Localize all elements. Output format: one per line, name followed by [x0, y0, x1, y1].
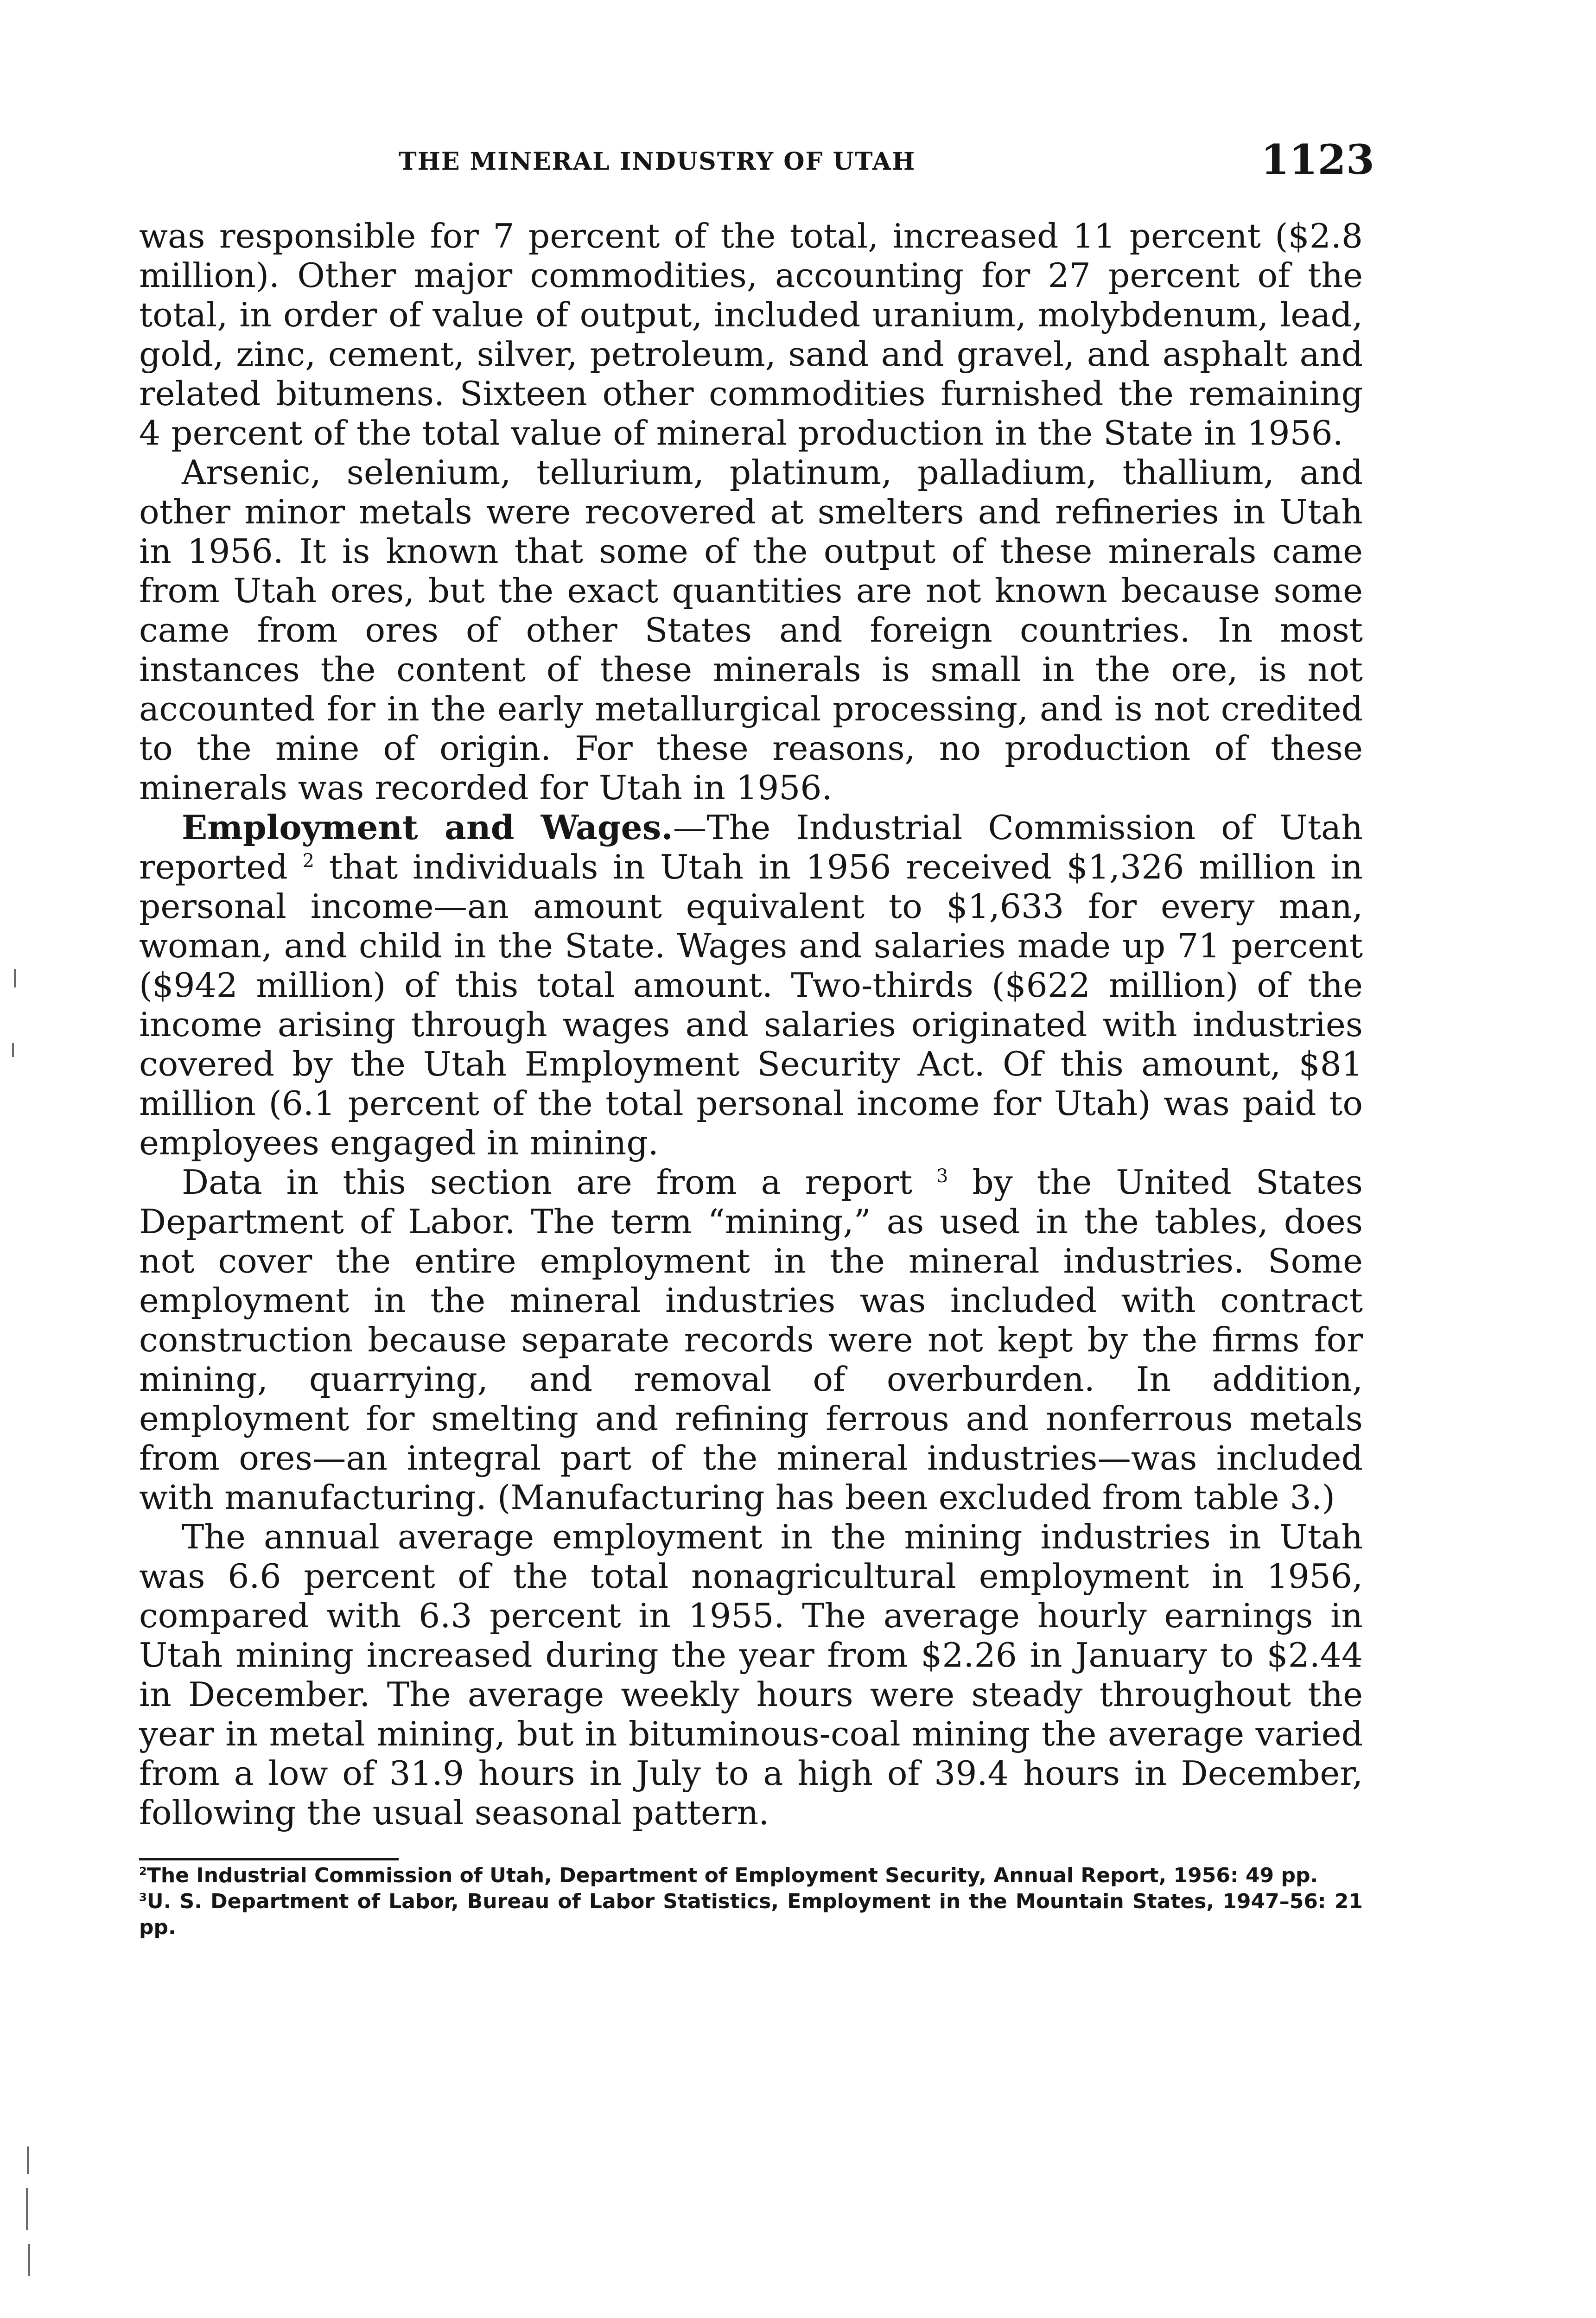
footnote-reference: 3: [936, 1165, 948, 1187]
footnotes: [139, 1863, 1363, 1941]
running-head: THE MINERAL INDUSTRY OF UTAH: [399, 147, 916, 176]
paragraph-text: that individuals in Utah in 1956 received $1,326 million in personal income—an amount equivalent to $1,633 for every man, woman, and child in the State. Wages and salaries made up 71 percent ($942 million) of this total amount. Two-thirds ($622 million) of the income arising through wages and salaries originated with industries covered by the Utah Employment Security Act. Of this amount, $81 million (6.1 percent of the total personal income for Utah) was paid to employees engaged in mining.: [139, 848, 1363, 1163]
page-number: 1123: [1261, 135, 1374, 184]
paragraph-minor-metals: Arsenic, selenium, tellurium, platinum, palladium, thallium, and other minor metals were recovered at smelters and refineries in Utah in 1956. It is known that some of the output of these minerals came from Utah ores, but the exact quantities are not known because some came from ores of other States and foreign countries. In most instances the content of these minerals is small in the ore, is not accounted for in the early metallurgical processing, and is not credited to the mine of origin. For these reasons, no production of these minerals was recorded for Utah in 1956.: [139, 453, 1363, 808]
paragraph-commodities-continued: was responsible for 7 percent of the total, increased 11 percent ($2.8 million). Other major commodities, accounting for 27 percent of the total, in order of value of output, included uranium, molybdenum, lead, gold, zinc, cement, silver, petroleum, sand and gravel, and asphalt and related bitumens. Sixteen other commodities furnished the remaining 4 percent of the total value of mineral production in the State in 1956.: [139, 217, 1363, 453]
scan-mark: [12, 1043, 14, 1057]
footnote-mark: 2: [139, 1865, 147, 1878]
body-text: [139, 217, 1363, 1833]
paragraph-text: Data in this section are from a report: [182, 1163, 913, 1202]
paragraph-text: —The Industrial Commission of Utah reported: [139, 809, 1363, 887]
scan-mark: [28, 2244, 30, 2276]
scan-mark: [27, 2146, 29, 2174]
footnote-mark: 3: [139, 1891, 147, 1904]
footnote: [139, 1863, 1363, 1889]
footnote-rule: [139, 1858, 399, 1860]
section-heading-employment-and-wages: Employment and Wages.: [182, 808, 673, 847]
footnote-text: The Industrial Commission of Utah, Department of Employment Security, Annual Report, 1956: 49 pp.: [146, 1864, 1318, 1887]
footnote-reference: 2: [302, 850, 315, 872]
footnote: [139, 1889, 1363, 1941]
paragraph-employment-and-wages: [139, 808, 1363, 1163]
footnote-text: U. S. Department of Labor, Bureau of Labor Statistics, Employment in the Mountain States, 1947–56: 21 pp.: [139, 1890, 1363, 1939]
paragraph-employment-statistics: The annual average employment in the mining industries in Utah was 6.6 percent of the total nonagricultural employment in 1956, compared with 6.3 percent in 1955. The average hourly earnings in Utah mining increased during the year from $2.26 in January to $2.44 in December. The average weekly hours were steady throughout the year in metal mining, but in bituminous-coal mining the average varied from a low of 31.9 hours in July to a high of 39.4 hours in December, following the usual seasonal pattern.: [139, 1518, 1363, 1833]
paragraph-data-sources: [139, 1163, 1363, 1518]
scan-mark: [26, 2188, 28, 2230]
paragraph-text: by the United States Department of Labor. The term “mining,” as used in the tables, does not cover the entire employment in the mineral industries. Some employment in the mineral industries was included with contract construction because separate records were not kept by the firms for mining, quarrying, and removal of overburden. In addition, employment for smelting and refining ferrous and nonferrous metals from ores—an integral part of the mineral industries—was included with manufacturing. (Manufacturing has been excluded from table 3.): [139, 1163, 1363, 1517]
scan-mark: [14, 969, 16, 987]
